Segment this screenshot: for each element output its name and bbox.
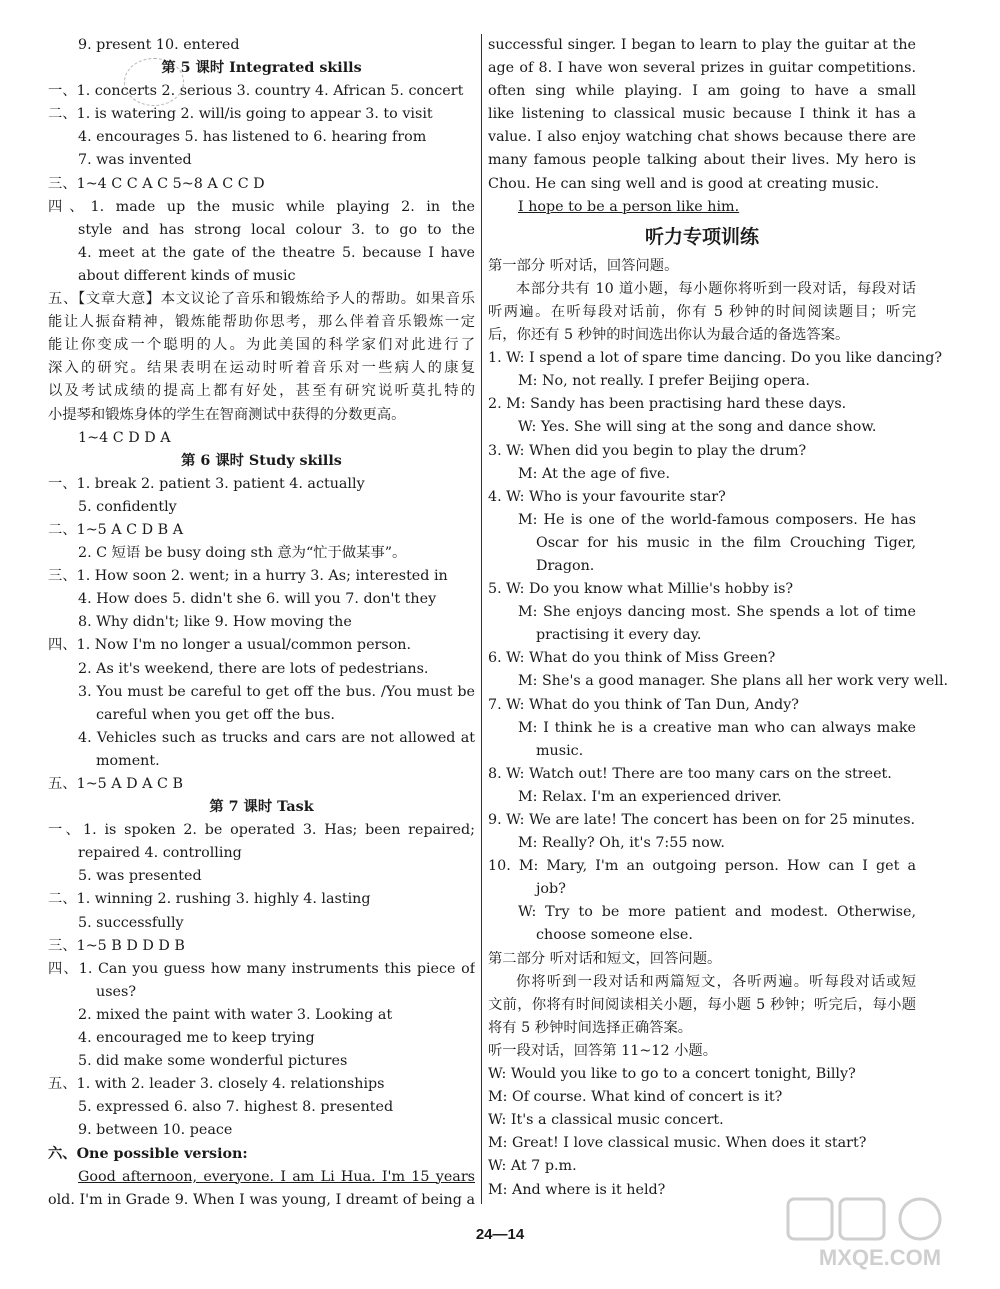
text-line (48, 196, 475, 219)
text-line (488, 763, 916, 786)
line-text: uses? (96, 983, 137, 1000)
line-text: Oscar for his music in the film Crouching Tiger, (536, 534, 916, 551)
line-text: M: He is one of the world-famous composers. He has (518, 511, 916, 528)
column-divider (481, 34, 482, 1204)
line-text: M: She's a good manager. She plans all her work very well. (518, 673, 949, 690)
line-text: 4. Vehicles such as trucks and cars are not allowed at (78, 729, 475, 746)
line-text: M: Of course. What kind of concert is it? (488, 1089, 783, 1106)
text-line (488, 173, 916, 196)
line-text: often sing while playing. I am going to have a small (488, 83, 916, 100)
line-text: 三、1. How soon 2. went; in a hurry 3. As; interested in (48, 568, 448, 585)
line-text: 4. W: Who is your favourite star? (488, 488, 726, 505)
line-text: 5. W: Do you know what Millie's hobby is? (488, 581, 794, 598)
line-text: 8. Why didn't; like 9. How moving the (78, 614, 352, 631)
text-line (48, 519, 475, 542)
line-text: 本部分共有 10 道小题，每小题你将听到一段对话，每段对话 (516, 280, 916, 297)
line-text: practising it every day. (536, 627, 702, 644)
text-line (488, 786, 916, 809)
text-line (488, 694, 916, 717)
text-line (48, 842, 475, 865)
text-line (48, 1166, 475, 1189)
text-line (488, 1086, 916, 1109)
text-line (488, 463, 916, 486)
text-line (48, 357, 475, 380)
text-line (488, 324, 916, 347)
line-text: 文前，你将有时间阅读相关小题，每小题 5 秒钟；听完后，每小题 (488, 996, 916, 1013)
text-line (488, 948, 916, 971)
line-text: careful when you get off the bus. (96, 706, 335, 723)
line-text: repaired 4. controlling (78, 845, 242, 862)
text-line (48, 334, 475, 357)
line-text: 一、1. concerts 2. serious 3. country 4. African 5. concert (48, 83, 464, 100)
line-text: 1~4 C D D A (78, 429, 171, 446)
lesson-heading (48, 450, 475, 473)
text-line (48, 427, 475, 450)
text-line (488, 103, 916, 126)
text-line (48, 311, 475, 334)
text-line (48, 1119, 475, 1142)
line-text: 第 6 课时 Study skills (181, 452, 342, 469)
line-text: Chou. He can sing well and is good at creating music. (488, 175, 880, 192)
text-line (48, 611, 475, 634)
text-line (48, 681, 475, 704)
text-line (48, 126, 475, 149)
line-text: 2. mixed the paint with water 3. Looking at (78, 1006, 393, 1023)
text-line (488, 1040, 916, 1063)
text-line (488, 57, 916, 80)
lesson-heading (48, 796, 475, 819)
text-line (488, 126, 916, 149)
line-text: style and has strong local colour 3. to go to the (78, 221, 475, 238)
line-text: M: Relax. I'm an experienced driver. (518, 788, 782, 805)
text-line (48, 103, 475, 126)
text-line (488, 1063, 916, 1086)
line-text: successful singer. I began to learn to play the guitar at the (488, 37, 916, 53)
line-text: 小提琴和锻炼身体的学生在智商测试中获得的分数更高。 (48, 406, 406, 423)
text-line (488, 440, 916, 463)
lesson-heading (48, 57, 475, 80)
line-text: 你将听到一段对话和两篇短文，各听两遍。听每段对话或短 (516, 973, 916, 990)
line-text: moment. (96, 752, 160, 769)
text-line (48, 542, 475, 565)
line-text: M: She enjoys dancing most. She spends a lot of time (518, 604, 916, 621)
text-line (488, 832, 916, 855)
text-line (488, 1017, 916, 1040)
text-line (48, 727, 475, 750)
text-line (48, 473, 475, 496)
line-text: M: I think he is a creative man who can always make (518, 719, 916, 736)
line-text: like listening to classical music because I think it has a (488, 106, 916, 123)
line-text: 4. encouraged me to keep trying (78, 1030, 315, 1047)
line-text: 1. W: I spend a lot of spare time dancing. Do you like dancing? (488, 350, 943, 367)
line-text: M: Really? Oh, it's 7:55 now. (518, 835, 725, 852)
page-number: 24—14 (475, 1226, 525, 1243)
text-line (488, 601, 916, 624)
text-line (48, 1004, 475, 1027)
text-line (488, 393, 916, 416)
text-line (488, 555, 916, 578)
text-line (48, 704, 475, 727)
line-text: 2. As it's weekend, there are lots of pedestrians. (78, 660, 429, 677)
text-line (48, 242, 475, 265)
text-line (48, 265, 475, 288)
line-text: 5. expressed 6. also 7. highest 8. presented (78, 1099, 394, 1116)
line-text: 9. present 10. entered (78, 37, 240, 53)
line-text: age of 8. I have won several prizes in guitar competitions. (488, 60, 916, 77)
text-line (48, 173, 475, 196)
line-text: 四、1. Now I'm no longer a usual/common person. (48, 637, 412, 654)
line-text: 深入的研究。结果表明在运动时听着音乐对一些病人的康复 (48, 360, 475, 377)
line-text: 五、1~5 A D A C B (48, 776, 184, 792)
line-text: old. I'm in Grade 9. When I was young, I dreamt of being a (48, 1191, 475, 1208)
text-line (48, 404, 475, 427)
text-line (48, 865, 475, 888)
line-text: 2. M: Sandy has been practising hard these days. (488, 396, 847, 413)
text-line (488, 670, 949, 693)
text-line (48, 981, 475, 1004)
line-text: 5. was presented (78, 868, 202, 885)
line-text: 三、1~5 B D D D B (48, 937, 185, 954)
line-text: many famous people talking about their lives. My hero is (488, 152, 916, 169)
text-line (488, 647, 916, 670)
section-heading (488, 219, 916, 255)
text-line (48, 565, 475, 588)
line-text: about different kinds of music (78, 267, 296, 284)
line-text: Good afternoon, everyone. I am Li Hua. I'm 15 years (78, 1168, 475, 1185)
line-text: 5. did make some wonderful pictures (78, 1053, 348, 1070)
line-text: 三、1~4 C C A C 5~8 A C C D (48, 175, 265, 192)
line-text: 五、1. with 2. leader 3. closely 4. relationships (48, 1076, 385, 1093)
line-text: W: Yes. She will sing at the song and dance show. (518, 419, 877, 436)
text-line (488, 347, 943, 370)
line-text: 能让人振奋精神，锻炼能帮助你思考，那么伴着音乐锻炼一定 (48, 314, 475, 331)
line-text: 听两遍。在听每段对话前，你有 5 秒钟的时间阅读题目；听完 (488, 303, 916, 320)
line-text: W: Try to be more patient and modest. Otherwise, (518, 904, 916, 921)
text-line (48, 1073, 475, 1096)
line-text: 六、One possible version: (48, 1145, 248, 1162)
text-line (488, 878, 916, 901)
line-text: music. (536, 742, 584, 759)
text-line (488, 416, 916, 439)
text-line (48, 634, 475, 657)
line-text: W: It's a classical music concert. (488, 1112, 724, 1129)
text-line (488, 196, 916, 219)
text-line (48, 773, 475, 796)
text-line (48, 819, 475, 842)
svg-text:MXQE.COM: MXQE.COM (818, 1245, 942, 1270)
line-text: 第 5 课时 Integrated skills (161, 60, 362, 77)
line-text: M: And where is it held? (488, 1181, 666, 1198)
text-line (48, 912, 475, 935)
text-line (488, 809, 916, 832)
text-line (488, 1155, 916, 1178)
text-line (488, 855, 916, 878)
line-text: 二、1. winning 2. rushing 3. highly 4. lasting (48, 891, 371, 908)
line-text: 5. successfully (78, 914, 184, 931)
text-line (488, 301, 916, 324)
line-text: Dragon. (536, 557, 595, 574)
line-text: 7. was invented (78, 152, 192, 169)
line-text: 四、1. made up the music while playing 2. in the (48, 198, 475, 215)
line-text: I hope to be a person like him. (518, 198, 740, 215)
line-text: 一、1. break 2. patient 3. patient 4. actually (48, 475, 365, 492)
line-text: 第二部分 听对话和短文，回答问题。 (488, 950, 722, 967)
line-text: M: No, not really. I prefer Beijing opera. (518, 373, 810, 390)
line-text: 二、1. is watering 2. will/is going to appear 3. to visit (48, 106, 433, 123)
text-line (48, 288, 475, 311)
left-column (48, 34, 475, 1212)
line-text: W: Would you like to go to a concert tonight, Billy? (488, 1066, 856, 1083)
line-text: 5. confidently (78, 498, 177, 515)
line-text: 10. M: Mary, I'm an outgoing person. How can I get a (488, 858, 916, 875)
line-text: 7. W: What do you think of Tan Dun, Andy? (488, 696, 799, 713)
line-text: choose someone else. (536, 927, 693, 944)
line-text: 听力专项训练 (644, 225, 759, 248)
text-line (48, 935, 475, 958)
text-line (488, 532, 916, 555)
text-line (48, 1096, 475, 1119)
line-text: M: Great! I love classical music. When does it start? (488, 1135, 867, 1152)
line-text: 第一部分 听对话，回答问题。 (488, 257, 679, 274)
line-text: 4. encourages 5. has listened to 6. hearing from (78, 129, 427, 146)
line-text: W: At 7 p.m. (488, 1158, 577, 1175)
line-text: M: At the age of five. (518, 465, 671, 482)
line-text: 3. W: When did you begin to play the drum? (488, 442, 807, 459)
text-line (488, 509, 916, 532)
text-line (48, 34, 475, 57)
line-text: 将有 5 秒钟时间选择正确答案。 (488, 1019, 693, 1036)
text-line (48, 149, 475, 172)
text-line (488, 717, 916, 740)
line-text: 6. W: What do you think of Miss Green? (488, 650, 776, 667)
text-line (488, 740, 916, 763)
line-text: 2. C 短语 be busy doing sth 意为“忙于做某事”。 (78, 545, 407, 562)
text-line (48, 1050, 475, 1073)
text-line (48, 588, 475, 611)
line-text: 一、1. is spoken 2. be operated 3. Has; been repaired; (48, 822, 475, 839)
text-line (488, 994, 916, 1017)
watermark-logo-icon (780, 1191, 980, 1271)
text-line (488, 370, 916, 393)
line-text: 五、【文章大意】本文议论了音乐和锻炼给予人的帮助。如果音乐 (48, 291, 475, 308)
text-line (48, 80, 475, 103)
text-line (488, 578, 916, 601)
text-line (488, 1109, 916, 1132)
line-text: job? (536, 881, 566, 898)
text-line (48, 658, 475, 681)
line-text: 第 7 课时 Task (209, 799, 314, 816)
text-line (48, 888, 475, 911)
line-text: 听一段对话，回答第 11~12 小题。 (488, 1042, 718, 1059)
line-text: 8. W: Watch out! There are too many cars on the street. (488, 765, 892, 782)
text-line (488, 924, 916, 947)
text-line (488, 255, 916, 278)
line-text: 4. meet at the gate of the theatre 5. because I have (78, 244, 475, 261)
line-text: 3. You must be careful to get off the bus. /You must be (78, 683, 475, 700)
line-text: 二、1~5 A C D B A (48, 521, 184, 538)
text-line (48, 380, 475, 403)
text-line (488, 34, 916, 57)
text-line (488, 278, 916, 301)
line-text: 4. How does 5. didn't she 6. will you 7. don't they (78, 591, 437, 608)
text-line (48, 219, 475, 242)
text-line (488, 1132, 916, 1155)
line-text: 四、1. Can you guess how many instruments this piece of (48, 960, 475, 977)
line-text: 9. between 10. peace (78, 1122, 233, 1139)
text-line (488, 80, 916, 103)
text-line (488, 971, 916, 994)
text-line (488, 901, 916, 924)
text-line (488, 149, 916, 172)
text-line (48, 958, 475, 981)
text-line (48, 496, 475, 519)
text-line (48, 1143, 475, 1166)
text-line (48, 1027, 475, 1050)
line-text: 后，你还有 5 秒钟的时间选出你认为最合适的备选答案。 (488, 327, 850, 344)
line-text: 以及考试成绩的提高上都有好处，甚至有研究说听莫扎特的 (48, 383, 475, 400)
text-line (48, 750, 475, 773)
text-line (488, 624, 916, 647)
right-column (488, 34, 949, 1202)
line-text: value. I also enjoy watching chat shows because there are (488, 129, 916, 146)
text-line (48, 1189, 475, 1212)
line-text: 9. W: We are late! The concert has been on for 25 minutes. (488, 812, 916, 828)
line-text: 能让你变成一个聪明的人。为此美国的科学家们对此进行了 (48, 337, 475, 354)
text-line (488, 486, 916, 509)
